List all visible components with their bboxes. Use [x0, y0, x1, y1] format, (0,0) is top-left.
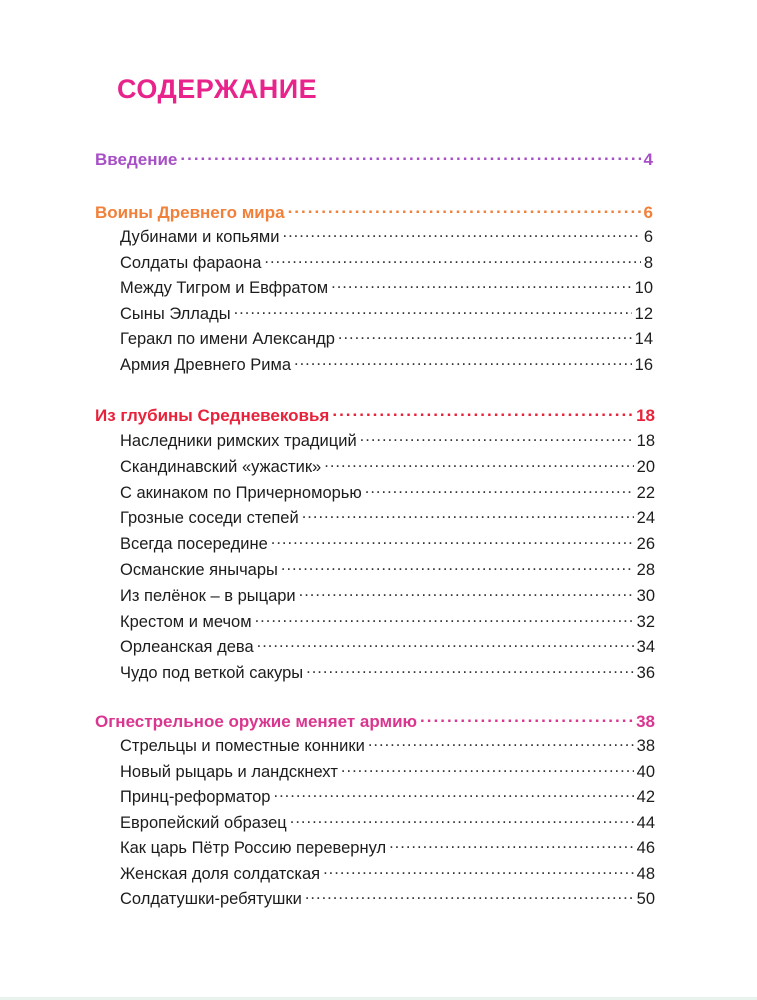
dot-leader	[271, 531, 634, 549]
toc-section-2-label: Из глубины Средневековья	[95, 405, 330, 425]
dot-leader	[273, 784, 633, 802]
toc-entry-label: Принц-реформатор	[120, 788, 271, 807]
toc-entry-label: Армия Древнего Рима	[120, 356, 292, 375]
dot-leader	[389, 835, 634, 853]
toc-entry-page-number: 14	[634, 330, 653, 349]
toc-entry-label: Грозные соседи степей	[120, 509, 299, 528]
toc-section-3[interactable]	[95, 708, 655, 732]
toc-entry-label: Всегда посередине	[120, 535, 268, 554]
toc-entry-page-number: 44	[636, 814, 655, 833]
dot-leader	[234, 301, 632, 319]
toc-entry-label: Скандинавский «ужастик»	[120, 458, 322, 477]
toc-entry[interactable]	[120, 759, 655, 782]
toc-entry-page-number: 38	[636, 737, 655, 756]
toc-entry[interactable]	[120, 835, 655, 858]
toc-entry[interactable]	[120, 250, 653, 273]
toc-section-2-page-number: 18	[636, 405, 655, 425]
dot-leader	[294, 352, 632, 370]
dot-leader	[302, 505, 634, 523]
toc-entry-label: Европейский образец	[120, 814, 287, 833]
dot-leader	[282, 224, 640, 242]
toc-intro-label: Введение	[95, 149, 178, 169]
toc-entry-label: Солдаты фараона	[120, 254, 262, 273]
toc-entry-page-number: 16	[634, 356, 653, 375]
toc-entry[interactable]	[120, 275, 653, 298]
toc-entry-label: С акинаком по Причерноморью	[120, 484, 362, 503]
toc-entry-page-number: 28	[636, 561, 655, 580]
toc-entry-label: Из пелёнок – в рыцари	[120, 587, 296, 606]
toc-entry[interactable]	[120, 352, 653, 375]
dot-leader	[341, 759, 634, 777]
toc-entry-page-number: 34	[636, 638, 655, 657]
toc-entry-page-number: 46	[636, 839, 655, 858]
toc-entry-page-number: 32	[636, 613, 655, 632]
toc-entry[interactable]	[120, 583, 655, 606]
dot-leader	[331, 275, 632, 293]
dot-leader	[180, 146, 640, 165]
dot-leader	[420, 708, 633, 727]
toc-entry-label: Крестом и мечом	[120, 613, 252, 632]
toc-entry[interactable]	[120, 609, 655, 632]
toc-entry-label: Женская доля солдатская	[120, 865, 321, 884]
toc-entry[interactable]	[120, 861, 655, 884]
toc-entry-label: Орлеанская дева	[120, 638, 254, 657]
dot-leader	[360, 428, 634, 446]
toc-entry[interactable]	[120, 224, 653, 247]
dot-leader	[288, 199, 641, 218]
toc-entry[interactable]	[120, 531, 655, 554]
toc-entry-page-number: 36	[636, 664, 655, 683]
toc-entry-label: Сыны Эллады	[120, 305, 231, 324]
toc-entry[interactable]	[120, 480, 655, 503]
toc-entry-label: Новый рыцарь и ландскнехт	[120, 763, 338, 782]
toc-entry-label: Геракл по имени Александр	[120, 330, 335, 349]
page-title: СОДЕРЖАНИЕ	[117, 74, 318, 104]
toc-entry-page-number: 10	[634, 279, 653, 298]
toc-entry[interactable]	[120, 660, 655, 683]
toc-entry-page-number: 18	[636, 432, 655, 451]
dot-leader	[255, 609, 634, 627]
toc-entry-page-number: 26	[636, 535, 655, 554]
toc-entry[interactable]	[120, 784, 655, 807]
toc-entry-label: Наследники римских традиций	[120, 432, 357, 451]
dot-leader	[305, 886, 634, 904]
toc-entry-page-number: 22	[636, 484, 655, 503]
toc-entry[interactable]	[120, 810, 655, 833]
toc-section-3-page-number: 38	[636, 711, 655, 731]
toc-section-3-label: Огнестрельное оружие меняет армию	[95, 711, 418, 731]
toc-entry[interactable]	[120, 428, 655, 451]
toc-entry-page-number: 50	[636, 890, 655, 909]
toc-entry-page-number: 48	[636, 865, 655, 884]
dot-leader	[365, 480, 634, 498]
toc-entry-label: Дубинами и копьями	[120, 228, 280, 247]
dot-leader	[290, 810, 634, 828]
toc-entry-label: Османские янычары	[120, 561, 278, 580]
toc-entry-page-number: 6	[643, 228, 653, 247]
toc-intro-page-number: 4	[643, 149, 653, 169]
toc-intro[interactable]	[95, 146, 653, 170]
dot-leader	[323, 861, 634, 879]
dot-leader	[257, 634, 634, 652]
toc-entry-label: Как царь Пётр Россию перевернул	[120, 839, 387, 858]
toc-entry[interactable]	[120, 454, 655, 477]
toc-entry-page-number: 42	[636, 788, 655, 807]
toc-section-1[interactable]	[95, 199, 653, 223]
dot-leader	[306, 660, 634, 678]
toc-entry[interactable]	[120, 557, 655, 580]
toc-entry-label: Между Тигром и Евфратом	[120, 279, 329, 298]
dot-leader	[299, 583, 634, 601]
toc-entry-page-number: 30	[636, 587, 655, 606]
dot-leader	[368, 733, 634, 751]
toc-entry[interactable]	[120, 886, 655, 909]
toc-entry-page-number: 8	[643, 254, 653, 273]
toc-entry[interactable]	[120, 301, 653, 324]
dot-leader	[332, 402, 633, 421]
toc-entry-page-number: 20	[636, 458, 655, 477]
toc-entry-label: Стрельцы и поместные конники	[120, 737, 365, 756]
toc-entry-page-number: 12	[634, 305, 653, 324]
dot-leader	[324, 454, 633, 472]
toc-section-2[interactable]	[95, 402, 655, 426]
toc-section-1-page-number: 6	[643, 202, 653, 222]
toc-entry-page-number: 24	[636, 509, 655, 528]
toc-section-1-label: Воины Древнего мира	[95, 202, 285, 222]
dot-leader	[281, 557, 634, 575]
toc-entry[interactable]	[120, 505, 655, 528]
toc-entry[interactable]	[120, 634, 655, 657]
toc-entry-label: Чудо под веткой сакуры	[120, 664, 304, 683]
dot-leader	[264, 250, 640, 268]
toc-entry-label: Солдатушки-ребятушки	[120, 890, 302, 909]
toc-entry[interactable]	[120, 733, 655, 756]
toc-entry[interactable]	[120, 326, 653, 349]
toc-entry-page-number: 40	[636, 763, 655, 782]
dot-leader	[338, 326, 632, 344]
